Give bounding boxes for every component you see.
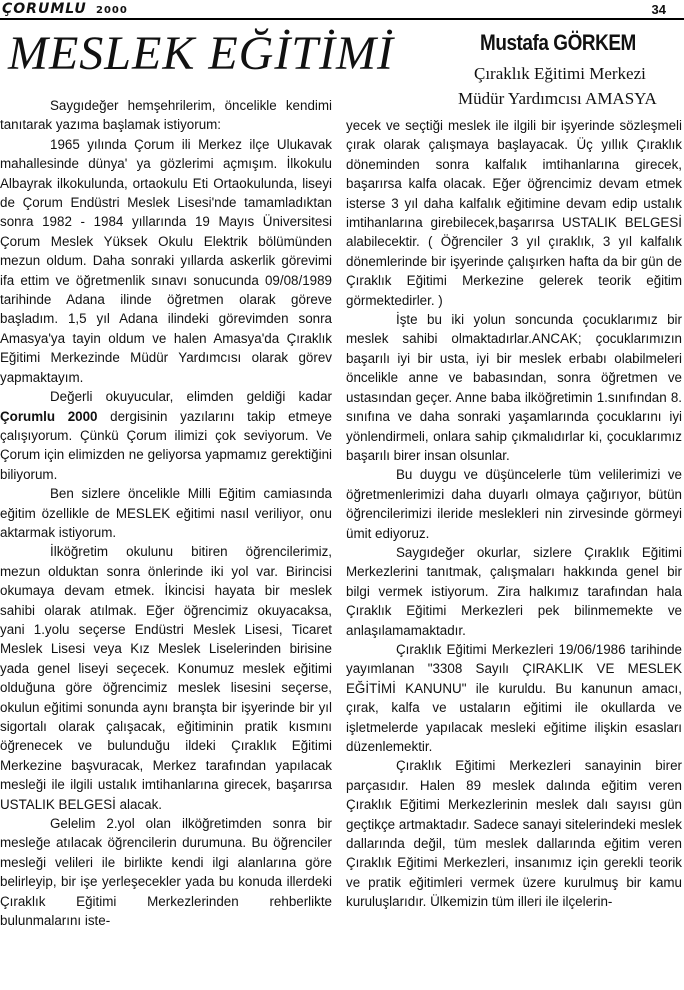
- paragraph: Bu duygu ve düşüncelerle tüm velilerimizi ve öğretmenlerimizi daha duyarlı olmaya çağırıyor, bütün öğrencilerimizi ileride meslekleri nin zirvesinde görmeyi ümit ediyoruz.: [346, 467, 682, 541]
- paragraph: İşte bu iki yolun soncunda çocuklarımız bir meslek sahibi olmaktadırlar.ANCAK; çocuklarımızın başarılı iyi bir usta, iyi bir meslek erbabı olabilmeleri öncelikle anne ve babasından, sonra öğretmen ve ustasından geçer. Anne baba ilköğretimin 1.sınıfından 8. sınıfına ve daha sonraki yaşamlarında çocuklarını iyi yönlendirmeli, onlara sahip çıkmalıdırlar ki, çocuklarımız başarılı birer insan olsunlar.: [346, 312, 682, 463]
- text-column-left: [0, 96, 332, 930]
- text-column-right: [346, 116, 682, 912]
- paragraph-text: Değerli okuyucular, elimden geldiği kadar: [50, 389, 332, 405]
- paragraph-text: dergisinin yazılarını takip etmeye çalışıyorum. Çünkü Çorum ilimizi çok seviyorum. Ve Çorum için elimizden ne geliyorsa yapmamız gerektiğini biliyorum.: [0, 408, 332, 482]
- magazine-year: 2000: [96, 5, 128, 16]
- page-number: 34: [651, 2, 666, 17]
- magazine-brand: ÇORUMLU: [2, 1, 87, 17]
- paragraph: İlköğretim okulunu bitiren öğrencilerimiz, mezun olduktan sonra önlerinde iki yol var. Birincisi okumaya devam etmek. İkincisi hayata bir meslek sahibi olarak atılmak. Eğer öğrencimiz okuyacaksa, yani 1.yolu seçerse Endüstri Meslek Lisesi, Ticaret Meslek Lisesi veya Kız Meslek Liselerinden birisine yada genel liseyi seçecek. Konumuz meslek eğitimi olduğuna göre öğrencimiz meslek lisesini seçerse, okulun eğitimi sonunda aynı branşta bir işyerinde bir yıl sigortalı olarak çalışacak, eğitiminin pratik kısmını öğrenecek ve bulunduğu ildeki Çıraklık Eğitimi Merkezine başvuracak, Merkez tarafından yapılacak mesleği ile ilgili ustalık imtihanlarına girecek, başarırsa USTALIK BELGESİ alacak.: [0, 544, 332, 812]
- paragraph: Saygıdeğer okurlar, sizlere Çıraklık Eğitimi Merkezlerini tanıtmak, çalışmaları hakkında genel bir bilgi vermek istiyorum. Zira halkımız tarafından hala Çıraklık Eğitimi Merkezleri pek bilinmemekte ve anlaşılamamaktadır.: [346, 544, 682, 638]
- paragraph: 1965 yılında Çorum ili Merkez ilçe Ulukavak mahallesinde dünya' ya gözlerimi açmışım. İlkokulu Albayrak ilkokulunda, ortaokulu Eti Ortaokulunda, liseyi de Çorum Endüstri Meslek Lisesi'nde tamamladıktan sonra 1982 - 1984 yıllarında 19 Mayıs Üniversitesi Çorum Meslek Yüksek Okulu Elektrik bölümünden mezun oldum. Daha sonraki yıllarda askerlik görevimi ifa ettim ve öğretmenlik sınavı sonucunda 09/08/1989 tarihinde Adana ilinde öğretmen olarak göreve başladım. 1,5 yıl Adana ilindeki görevimden sonra Amasya'ya tayin oldum ve halen Amasya'da Çıraklık Eğitimi Merkezinde Müdür Yardımcısı olarak görev yapmaktayım.: [0, 136, 332, 385]
- paragraph: yecek ve seçtiği meslek ile ilgili bir işyerinde sözleşmeli çırak olarak çalışmaya başlayacak. Üç yıllık Çıraklık döneminden sonra kalfalık imtihanlarına girecek, başarırsa kalfa olacak. Eğer öğrencimiz devam etmek isterse 3 yıl daha kalfalık eğitimine devam edip ustalık imtihanlarına girebilecek,başarırsa USTALIK BELGESİ alabilecektir. ( Öğrenciler 3 yıl çıraklık, 3 yıl kalfalık dönemlerinde bir işyerinde çalışırken hafta da bir gün de Çıraklık Eğitimi Merkezine gelerek teorik eğitim görmektedirler. ): [346, 118, 682, 308]
- header-rule: [0, 18, 684, 20]
- author-role-line2: Müdür Yardımcısı AMASYA: [458, 89, 657, 108]
- paragraph: Saygıdeğer hemşehrilerim, öncelikle kendimi tanıtarak yazıma başlamak istiyorum:: [0, 98, 332, 133]
- paragraph: Çıraklık Eğitimi Merkezleri 19/06/1986 tarihinde yayımlanan "3308 Sayılı ÇIRAKLIK VE MESLEK EĞİTİMİ KANUNU" ile kuruldu. Bu kanunun amacı, çırak, kalfa ve ustaların eğitimi ile okullarda ve işletmelerde yapılacak mesleki eğitime ilişkin esasları düzenlemektir.: [346, 641, 682, 754]
- article-title: MESLEK EĞİTİMİ: [8, 27, 394, 80]
- page-header: [0, 0, 684, 20]
- paragraph: Ben sizlere öncelikle Milli Eğitim camiasında eğitim özellikle de MESLEK eğitimi nasıl veriliyor, onu aktarmak istiyorum.: [0, 486, 332, 540]
- author-role-line1: Çıraklık Eğitimi Merkezi: [474, 64, 646, 83]
- paragraph: Gelelim 2.yol olan ilköğretimden sonra bir mesleğe atılacak öğrencilerin durumuna. Bu öğrenciler mesleği velileri ile birlikte kendi ilgi alanlarına göre belirleyip, bir işe yerleşecekler yada bu konuda illerdeki Çıraklık Eğitimi Merkezlerinden rehberlikte bulunmalarını iste-: [0, 816, 332, 929]
- author-name: Mustafa GÖRKEM: [480, 30, 636, 55]
- magazine-name-bold: Çorumlu 2000: [0, 408, 98, 424]
- paragraph: Çıraklık Eğitimi Merkezleri sanayinin birer parçasıdır. Halen 89 meslek dalında eğitim veren Çıraklık Eğitimi Merkezlerinin meslek dalı sayısı gün geçtikçe artmaktadır. Sadece sanayi sitelerindeki meslek dallarında değil, tüm meslek dallarında eğitim veren Çıraklık Eğitimi Merkezleri, insanımız için gerekli teorik ve pratik eğitimleri vermek üzere kurulmuş bir kamu kuruluşlarıdır. Ülkemizin tüm illeri ile ilçelerin-: [346, 758, 682, 910]
- paragraph: [0, 387, 332, 484]
